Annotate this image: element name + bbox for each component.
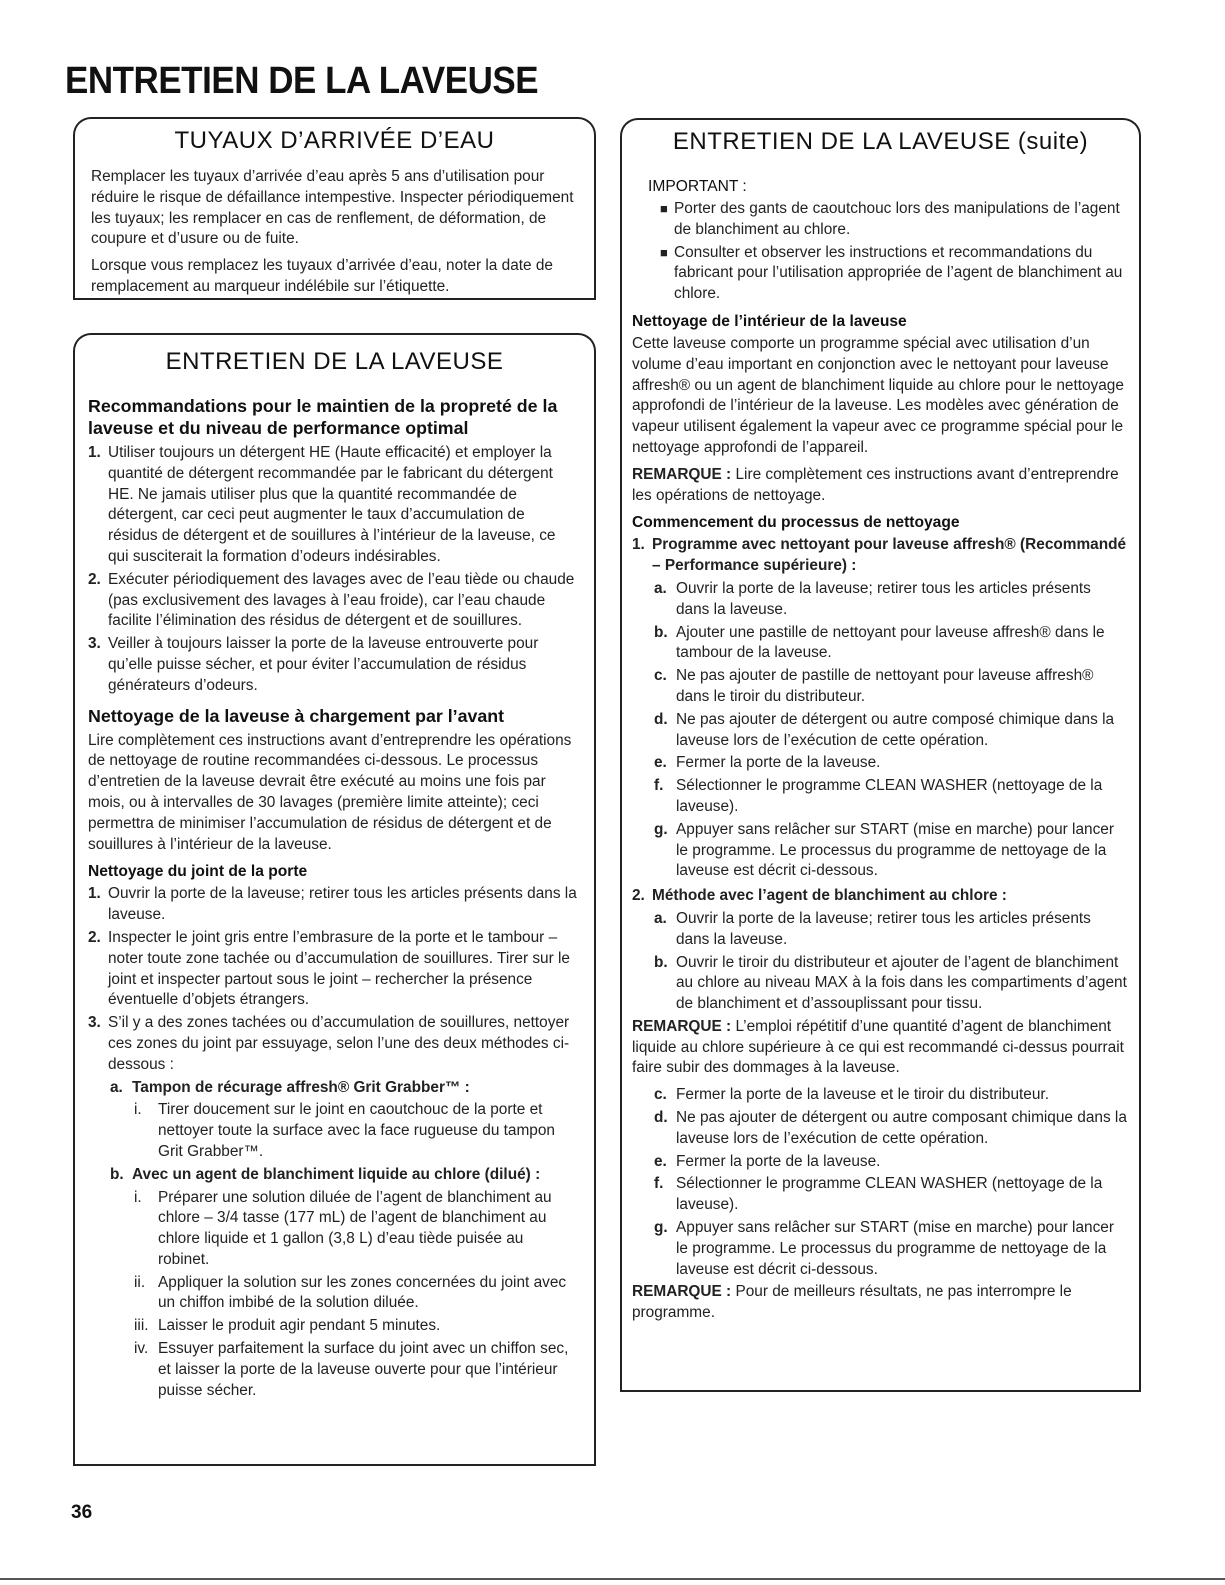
door-seal-step — [88, 928, 578, 1011]
list-text: Consulter et observer les instructions et recommandations du fabricant pour l’utilisation appropriée de l’agent de blanchiment au chlore. — [674, 243, 1123, 303]
note-text: Lire complètement ces instructions avant d’entreprendre les opérations de nettoyage. — [632, 465, 1119, 504]
program-2-step — [654, 1108, 1127, 1150]
program-1-step — [654, 623, 1127, 665]
list-text: Fermer la porte de la laveuse. — [676, 754, 881, 772]
program-1-list — [632, 579, 1127, 882]
care-cont-box-body — [622, 176, 1139, 1390]
hoses-paragraph: Remplacer les tuyaux d’arrivée d’eau après 5 ans d’utilisation pour réduire le risque de défaillance intempestive. Inspecter périodiquement les tuyaux; les remplacer en cas de renflement, de déformation, de coupure et d’usure ou de fuite. — [91, 168, 574, 248]
recommendations-list — [88, 443, 578, 697]
square-bullet-icon: ■ — [660, 201, 668, 216]
list-text: Ouvrir la porte de la laveuse; retirer tous les articles présents dans la laveuse. — [676, 579, 1091, 618]
program-2-list-b — [632, 1085, 1127, 1280]
program-2-list-a — [632, 909, 1127, 1015]
important-list — [632, 199, 1127, 305]
list-text: Utiliser toujours un détergent HE (Haute efficacité) et employer la quantité de détergent recommandée par le fabricant du détergent HE. Ne jamais utiliser plus que la quantité recommandée de détergent, car ceci peut augmenter le taux d’accumulation de résidus de détergent et de souillures à l’intérieur de la laveuse, ce qui susciterait la formation d’odeurs indésirables. — [108, 444, 556, 565]
program-2-step — [654, 909, 1127, 951]
list-text: Fermer la porte de la laveuse et le tiroir du distributeur. — [676, 1086, 1049, 1104]
program-2-step — [654, 1085, 1127, 1106]
bullet-item — [660, 243, 1127, 305]
list-text: Inspecter le joint gris entre l’embrasure de la porte et le tambour – noter toute zone tachée ou d’accumulation de souillures. Tirer sur le joint et inspecter partout sous le joint – rechercher la présence éventuelle d’objets étrangers. — [108, 928, 570, 1009]
method-b-step — [134, 1273, 578, 1315]
program-1-step — [654, 666, 1127, 708]
important-label: IMPORTANT : — [648, 178, 747, 195]
note-3 — [632, 1282, 1127, 1324]
square-bullet-icon: ■ — [660, 244, 668, 260]
list-marker: 3. — [88, 635, 101, 653]
note-label: REMARQUE : — [632, 465, 732, 483]
note-text: L’emploi répétitif d’une quantité d’agent de blanchiment liquide au chlore supérieure à ce qui est recommandé ci-dessus pourrait faire subir des dommages à la laveuse. — [632, 1017, 1124, 1077]
recommendations-heading: Recommandations pour le maintien de la propreté de la laveuse et du niveau de performance optimal — [88, 396, 558, 438]
program-2-step — [654, 1218, 1127, 1280]
list-marker: b. — [654, 953, 668, 971]
list-marker: c. — [654, 667, 667, 685]
recommendation-item — [88, 443, 578, 568]
list-marker: b. — [110, 1165, 124, 1183]
list-text: Ajouter une pastille de nettoyant pour laveuse affresh® dans le tambour de la laveuse. — [676, 623, 1105, 662]
program-1-step — [654, 579, 1127, 621]
interior-paragraph: Cette laveuse comporte un programme spécial avec utilisation d’un volume d’eau important en conjonction avec le nettoyant pour laveuse affresh® ou un agent de blanchiment liquide au chlore pour le nettoyage approfondi de l’intérieur de la laveuse. Les modèles avec génération de vapeur utilisent également la vapeur avec ce programme spécial pour le nettoyage approfondi de l’appareil. — [632, 334, 1124, 456]
bullet-item — [660, 199, 1127, 241]
page-number: 36 — [71, 1502, 93, 1523]
door-seal-list — [88, 884, 578, 1075]
list-marker: d. — [654, 1109, 668, 1127]
list-marker: b. — [654, 623, 668, 641]
start-heading: Commencement du processus de nettoyage — [632, 514, 960, 532]
program-1-step — [654, 753, 1127, 774]
list-text: Appuyer sans relâcher sur START (mise en marche) pour lancer le programme. Le processus du programme de nettoyage de la laveuse est décrit ci-dessous. — [676, 820, 1114, 880]
list-marker: ii. — [134, 1273, 146, 1291]
hoses-box-title: TUYAUX D’ARRIVÉE D’EAU — [73, 117, 596, 161]
list-text: Laisser le produit agir pendant 5 minutes. — [158, 1317, 441, 1335]
list-marker: i. — [134, 1101, 142, 1119]
list-marker: iii. — [134, 1317, 149, 1335]
program-1-heading — [632, 535, 1127, 577]
list-marker: i. — [134, 1188, 142, 1206]
program-2-step — [654, 1152, 1127, 1173]
list-marker: a. — [654, 579, 667, 597]
program-1-step — [654, 710, 1127, 752]
list-text: Ouvrir la porte de la laveuse; retirer tous les articles présents dans la laveuse. — [108, 885, 577, 924]
list-text: Programme avec nettoyant pour laveuse affresh® (Recommandé – Performance supérieure) : — [652, 536, 1127, 575]
care-cont-box — [620, 128, 1141, 1392]
list-text: Préparer une solution diluée de l’agent de blanchiment au chlore – 3/4 tasse (177 mL) de l’agent de blanchiment au chlore liquide et 1 gallon (3,8 L) d’eau tiède puisée au robinet. — [158, 1188, 552, 1268]
list-marker: e. — [654, 1152, 667, 1170]
care-box-body — [75, 393, 594, 1464]
list-text: S’il y a des zones tachées ou d’accumulation de souillures, nettoyer ces zones du joint par essuyage, selon l’une des deux méthodes ci-dessous : — [108, 1014, 570, 1073]
list-text: Sélectionner le programme CLEAN WASHER (nettoyage de la laveuse). — [676, 777, 1103, 815]
list-marker: 1. — [88, 885, 101, 903]
method-b-step — [134, 1316, 578, 1337]
list-text: Sélectionner le programme CLEAN WASHER (nettoyage de la laveuse). — [676, 1175, 1103, 1214]
list-marker: 2. — [88, 928, 101, 946]
note-text: Pour de meilleurs résultats, ne pas interrompre le programme. — [632, 1283, 1072, 1322]
list-marker: f. — [654, 777, 664, 795]
list-text: Ouvrir la porte de la laveuse; retirer tous les articles présents dans la laveuse. — [676, 909, 1091, 948]
list-marker: g. — [654, 820, 668, 838]
list-text: Tirer doucement sur le joint en caoutchouc de la porte et nettoyer toute la surface avec la face rugueuse du tampon Grit Grabber™. — [158, 1101, 555, 1160]
list-marker: d. — [654, 710, 668, 728]
list-marker: c. — [654, 1086, 667, 1104]
list-text: Fermer la porte de la laveuse. — [676, 1152, 881, 1170]
list-marker: f. — [654, 1175, 664, 1193]
hoses-box — [73, 127, 596, 300]
list-marker: a. — [110, 1078, 123, 1096]
list-text: Méthode avec l’agent de blanchiment au chlore : — [652, 887, 1007, 905]
list-text: Ne pas ajouter de pastille de nettoyant pour laveuse affresh® dans le tiroir du distributeur. — [676, 667, 1094, 705]
list-text: Essuyer parfaitement la surface du joint avec un chiffon sec, et laisser la porte de la laveuse ouverte pour que l’intérieur puisse sécher. — [158, 1340, 569, 1399]
list-text: Appliquer la solution sur les zones concernées du joint avec un chiffon imbibé de la solution diluée. — [158, 1273, 567, 1312]
list-text: Ne pas ajouter de détergent ou autre composé chimique dans la laveuse lors de l’exécution de cette opération. — [676, 710, 1115, 749]
care-box-title: ENTRETIEN DE LA LAVEUSE — [73, 333, 596, 383]
program-2-step — [654, 953, 1127, 1015]
door-seal-step — [88, 884, 578, 926]
method-b-heading — [110, 1165, 578, 1186]
list-text: Veiller à toujours laisser la porte de la laveuse entrouverte pour qu’elle puisse sécher, et pour éviter l’accumulation de résidus générateurs d’odeurs. — [108, 635, 539, 694]
care-box — [73, 348, 596, 1466]
door-seal-step — [88, 1013, 578, 1075]
page-title: ENTRETIEN DE LA LAVEUSE — [65, 60, 539, 102]
method-a-step — [134, 1100, 578, 1162]
list-marker: e. — [654, 754, 667, 772]
note-1 — [632, 465, 1127, 507]
list-marker: g. — [654, 1219, 668, 1237]
note-label: REMARQUE : — [632, 1017, 732, 1035]
recommendation-item — [88, 634, 578, 696]
method-b-step — [134, 1188, 578, 1271]
list-marker: 2. — [88, 570, 101, 588]
list-marker: iv. — [134, 1340, 149, 1358]
list-marker: 1. — [88, 444, 101, 461]
list-marker: 1. — [632, 536, 645, 554]
bottom-rule — [0, 1578, 1225, 1580]
interior-heading: Nettoyage de l’intérieur de la laveuse — [632, 312, 907, 330]
list-text: Ne pas ajouter de détergent ou autre composant chimique dans la laveuse lors de l’exécution de cette opération. — [676, 1109, 1127, 1147]
hoses-paragraph: Lorsque vous remplacez les tuyaux d’arrivée d’eau, noter la date de remplacement au marqueur indélébile sur l’étiquette. — [91, 257, 553, 295]
front-load-paragraph: Lire complètement ces instructions avant d’entreprendre les opérations de nettoyage de routine recommandées ci-dessous. Le processus d’entretien de la laveuse devrait être exécuté au moins une fois par mois, ou à intervalles de 30 lavages (première limite atteinte); ceci permettra de minimiser l’accumulation de résidus de détergent et de souillures à l’intérieur de la laveuse. — [88, 731, 572, 853]
door-seal-heading: Nettoyage du joint de la porte — [88, 863, 308, 881]
method-a-heading — [110, 1078, 578, 1099]
list-text: Appuyer sans relâcher sur START (mise en marche) pour lancer le programme. Le processus du programme de nettoyage de la laveuse est décrit ci-dessous. — [676, 1219, 1114, 1278]
front-load-heading: Nettoyage de la laveuse à chargement par l’avant — [88, 705, 505, 726]
list-marker: 2. — [632, 887, 645, 905]
list-marker: 3. — [88, 1014, 101, 1032]
list-text: Ouvrir le tiroir du distributeur et ajouter de l’agent de blanchiment au chlore au niveau MAX à la fois dans les compartiments d’agent de blanchiment et d’assouplissant pour tissu. — [676, 953, 1127, 1013]
care-cont-box-title: ENTRETIEN DE LA LAVEUSE (suite) — [620, 118, 1141, 162]
hoses-box-body — [75, 167, 594, 298]
note-2 — [632, 1017, 1127, 1079]
note-label: REMARQUE : — [632, 1283, 732, 1301]
list-text: Exécuter périodiquement des lavages avec de l’eau tiède ou chaude (pas exclusivement des lavages à l’eau froide), car l’eau chaude facilite l’élimination des résidus de détergent et de souillures. — [108, 570, 575, 630]
list-text: Avec un agent de blanchiment liquide au chlore (dilué) : — [132, 1165, 541, 1183]
method-b-step — [134, 1339, 578, 1401]
list-text: Porter des gants de caoutchouc lors des manipulations de l’agent de blanchiment au chlore. — [674, 200, 1120, 238]
method-b-list — [88, 1188, 578, 1402]
program-2-step — [654, 1174, 1127, 1216]
list-text: Tampon de récurage affresh® Grit Grabber™ : — [132, 1078, 470, 1096]
list-marker: a. — [654, 909, 667, 927]
program-1-step — [654, 820, 1127, 882]
method-a-list — [88, 1100, 578, 1162]
program-2-heading — [632, 886, 1127, 907]
program-1-step — [654, 776, 1127, 818]
recommendation-item — [88, 570, 578, 632]
